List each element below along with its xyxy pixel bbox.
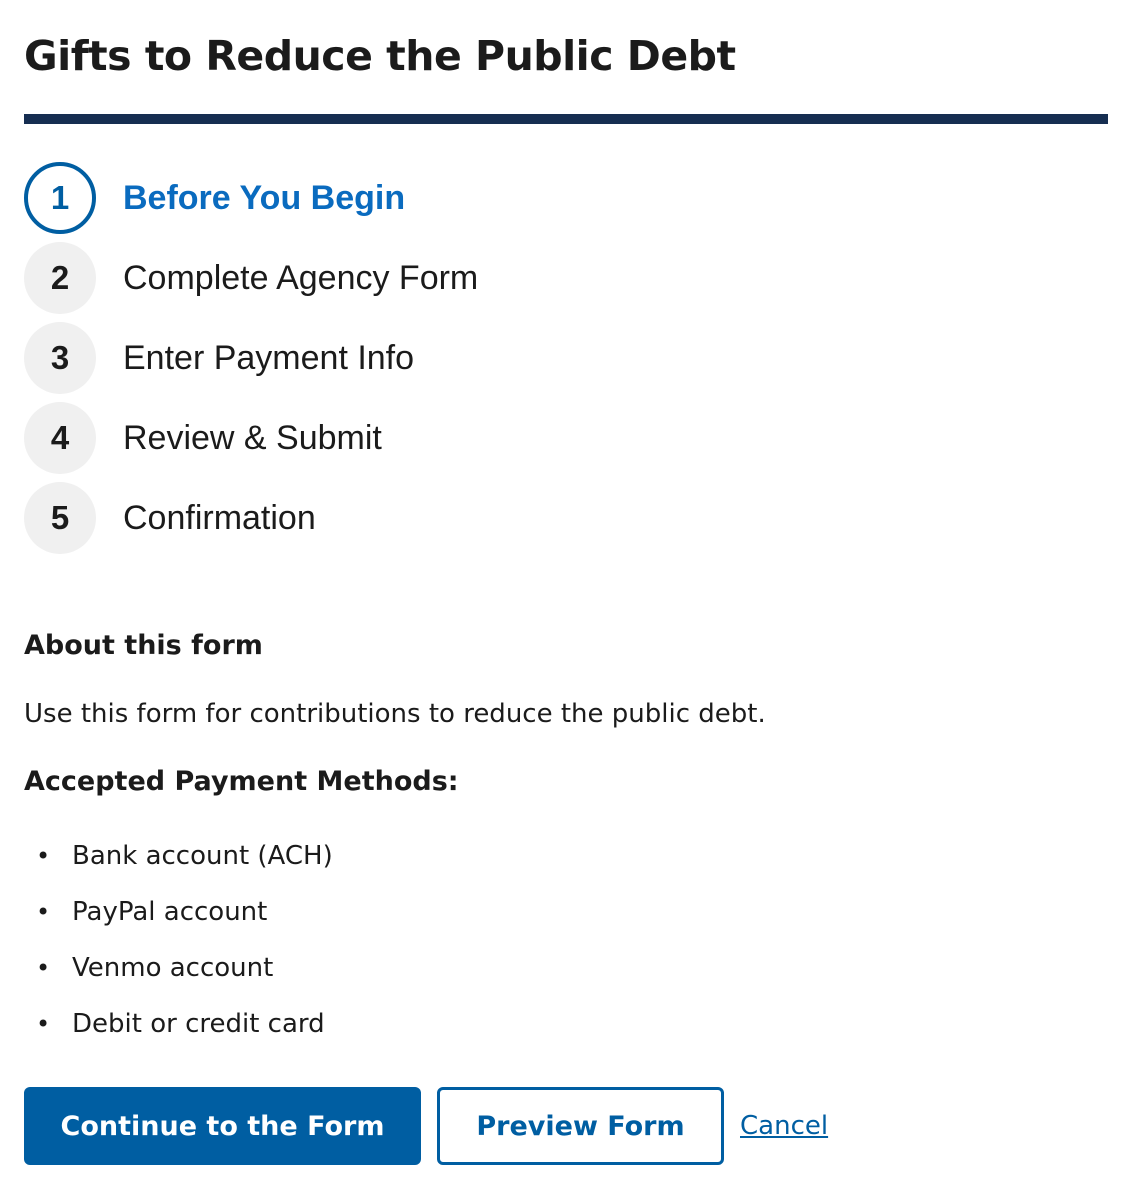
step-number: 2 xyxy=(24,242,96,314)
step-indicator xyxy=(24,162,478,562)
payment-method-label: Bank account (ACH) xyxy=(72,841,333,871)
payment-method-label: Venmo account xyxy=(72,953,274,983)
list-item xyxy=(24,836,333,892)
step-review-submit xyxy=(24,402,478,474)
step-enter-payment-info xyxy=(24,322,478,394)
payment-methods-heading: Accepted Payment Methods: xyxy=(24,766,459,797)
bullet-icon: • xyxy=(36,1010,51,1038)
step-before-you-begin xyxy=(24,162,478,234)
step-label: Enter Payment Info xyxy=(123,338,415,377)
step-number: 1 xyxy=(24,162,96,234)
step-label: Complete Agency Form xyxy=(123,258,479,297)
page-title: Gifts to Reduce the Public Debt xyxy=(24,32,736,80)
list-item xyxy=(24,1004,333,1060)
step-confirmation xyxy=(24,482,478,554)
about-text: Use this form for contributions to reduce the public debt. xyxy=(24,699,766,729)
payment-methods-list xyxy=(24,836,333,1060)
step-number: 3 xyxy=(24,322,96,394)
cancel-link[interactable]: Cancel xyxy=(740,1111,829,1141)
list-item xyxy=(24,948,333,1004)
step-label: Before You Begin xyxy=(123,178,406,217)
payment-method-label: PayPal account xyxy=(72,897,268,927)
bullet-icon: • xyxy=(36,898,51,926)
bullet-icon: • xyxy=(36,954,51,982)
continue-to-form-button[interactable]: Continue to the Form xyxy=(24,1087,421,1165)
bullet-icon: • xyxy=(36,842,51,870)
step-label: Review & Submit xyxy=(123,418,382,457)
about-heading: About this form xyxy=(24,630,263,661)
preview-form-button[interactable]: Preview Form xyxy=(437,1087,724,1165)
form-actions xyxy=(24,1087,828,1165)
step-label: Confirmation xyxy=(123,498,316,537)
step-complete-agency-form xyxy=(24,242,478,314)
step-number: 5 xyxy=(24,482,96,554)
step-number: 4 xyxy=(24,402,96,474)
list-item xyxy=(24,892,333,948)
title-divider xyxy=(24,114,1108,124)
payment-method-label: Debit or credit card xyxy=(72,1009,325,1039)
